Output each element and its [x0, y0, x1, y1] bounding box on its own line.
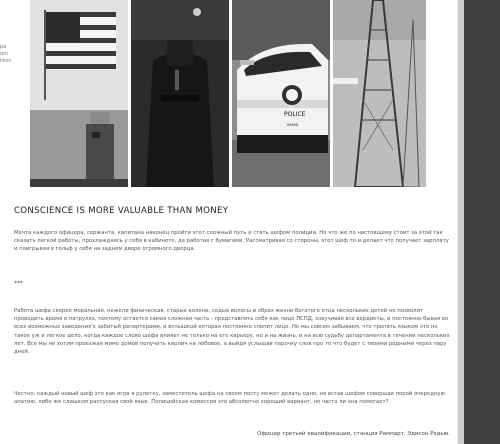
sidebar-text-fragments: [0, 44, 30, 65]
section-separator: ***: [14, 280, 23, 287]
photo-police-car: [232, 0, 330, 187]
car-police-text: POLICE: [284, 111, 306, 118]
photo-officer: [131, 0, 229, 187]
article: [14, 205, 452, 437]
article-title: CONSCIENCE IS MORE VALUABLE THAN MONEY: [14, 206, 229, 216]
article-paragraph-3: Честно, каждый новый шеф это как игра в рулетку, заместитель шефа на своем посту может делать одно, но встав шефом совершая порой очередную апатию, либо же слишком распуская свой язык. Полицейская комиссия это абсолютно хороший вариант, но часто ли она помогает?: [14, 391, 445, 406]
article-paragraph-2: Работа шефа скорее моральная, нежели физическая, старые колени, седые волосы и образ жизни богатого отца нескольких детей не позволит проводить время в патрулях, поэтому остается самая сложная часть - представлять себя как лицо ЛСПД, озвучивая все вердикты, и постоянно бывая во всех возможных заведения'х забитый репортерами, и вспышкой которая постоянно слепит лицо. Но мы совсем забываем, что трепать языком это не такое уж и легкое дело, когда каждое слово шефа влияет не только на его карьеру, но и на жизнь, и на всю судьбу департамента в течении нескольких лет. Все мы не хотим проезжая мимо домов получить кирпич на лобовое, а выйдя услышав парочку слов про то что будет с твоими родными через пару дней.: [14, 308, 450, 356]
scrollbar-track[interactable]: [458, 0, 464, 444]
car-number-text: 86898: [287, 123, 299, 127]
article-signature: Офицер третьей квалификации, станция Рампарт, Эдисон Рэдью.: [257, 431, 450, 437]
photo-strip: [30, 0, 426, 187]
photo-flag-office: [30, 0, 128, 187]
left-sidebar: [0, 0, 30, 444]
photo-tower: [333, 0, 426, 187]
sidebar-fragment: pa: [0, 44, 7, 50]
article-paragraph-1: Мечта каждого офицера, сержанта, капитана наконец пройти этот сложный путь и стать шефом полиции. Но что же по настоящему стоит за этой так сказать легкой работы, прохлаждаясь у себя в кабинете, да работая с бумагами. Рассматривая со стороны, этот шеф то и делает что получает зарплату и поигрывая в гольф у себя на заднем дворе огромного дворца.: [14, 230, 449, 253]
sidebar-fragment: hton: [0, 58, 12, 64]
sidebar-fragment: om: [0, 51, 8, 57]
right-scroll-region[interactable]: [458, 0, 500, 444]
